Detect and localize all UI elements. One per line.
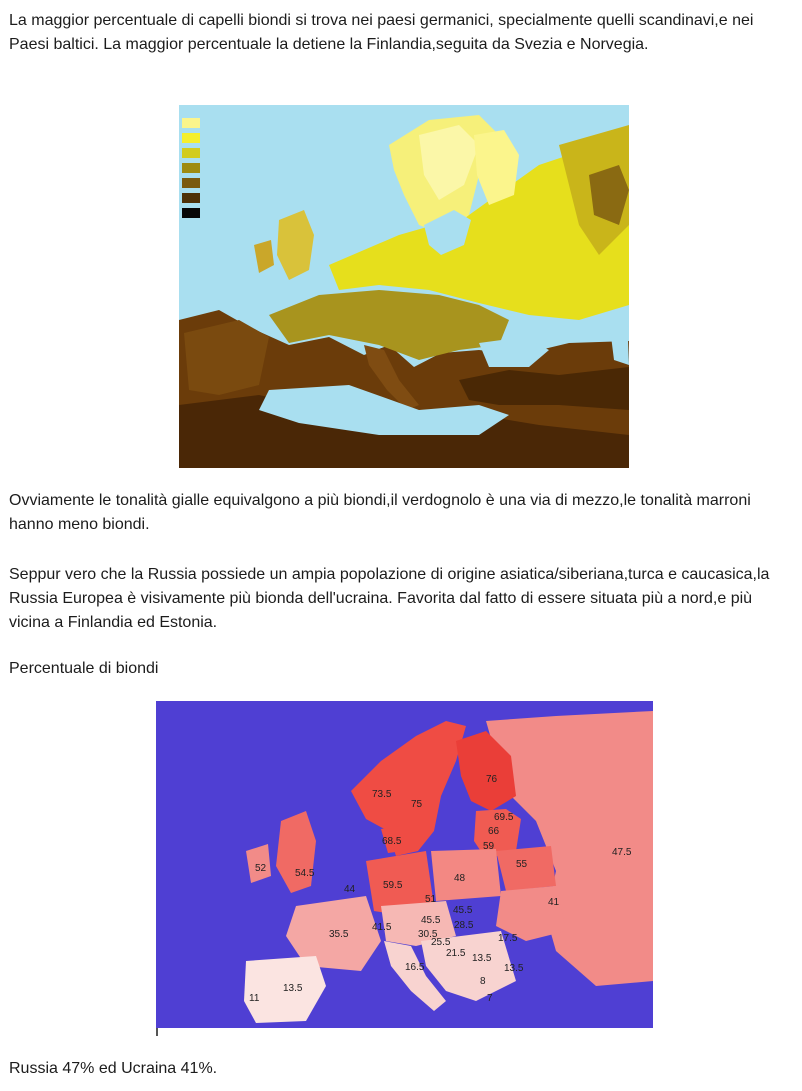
label-croatia: 25.5 xyxy=(431,937,451,948)
label-latvia: 66 xyxy=(488,826,500,837)
label-germany: 59.5 xyxy=(383,880,403,891)
explanation-paragraph: Ovviamente le tonalità gialle equivalgono a più biondi,il verdognolo è una via di mezzo,le tonalità marroni hanno meno biondi. xyxy=(9,492,751,533)
label-slovenia: 30.5 xyxy=(418,929,438,940)
legend-swatch xyxy=(182,163,200,173)
map-caption: Percentuale di biondi xyxy=(9,660,159,677)
label-romania: 17.5 xyxy=(498,933,518,944)
label-greece: 7 xyxy=(487,993,493,1004)
label-spain: 13.5 xyxy=(283,983,303,994)
label-moldova: 13.5 xyxy=(472,953,492,964)
russia-paragraph: Seppur vero che la Russia possiede un ampia popolazione di origine asiatica/siberiana,turca e caucasica,la Russia Europea è visivamente più bionda dell'ucraina. Favorita dal fatto di essere situata più a nord,e più vicina a Finlandia ed Estonia. xyxy=(9,566,770,631)
label-belarus: 55 xyxy=(516,859,528,870)
label-macedonia: 8 xyxy=(480,976,486,987)
label-russia: 47.5 xyxy=(612,847,632,858)
label-france: 35.5 xyxy=(329,929,349,940)
map-legend xyxy=(182,118,200,218)
label-ireland: 52 xyxy=(255,863,267,874)
blond-hair-europe-map xyxy=(179,105,629,468)
legend-swatch xyxy=(182,118,200,128)
legend-swatch xyxy=(182,193,200,203)
label-portugal: 11 xyxy=(249,993,260,1004)
image-edge-mark xyxy=(156,1028,158,1036)
label-serbia: 21.5 xyxy=(446,948,466,959)
label-sweden: 75 xyxy=(411,799,423,810)
label-finland: 76 xyxy=(486,774,498,785)
legend-swatch xyxy=(182,148,200,158)
label-italy: 16.5 xyxy=(405,962,425,973)
intro-paragraph: La maggior percentuale di capelli biondi si trova nei paesi germanici, specialmente quelli scandinavi,e nei Paesi baltici. La maggior percentuale la detiene la Finlandia,seguita da Svezia e Norvegia. xyxy=(9,12,754,53)
label-austria: 45.5 xyxy=(421,915,441,926)
legend-swatch xyxy=(182,208,200,218)
label-denmark: 68.5 xyxy=(382,836,402,847)
legend-swatch xyxy=(182,133,200,143)
blond-hair-map-graphic xyxy=(179,105,629,468)
label-ukraine: 41 xyxy=(548,897,560,908)
conclusion-paragraph: Russia 47% ed Ucraina 41%. xyxy=(9,1060,218,1077)
blond-percentage-map xyxy=(156,701,653,1028)
legend-swatch xyxy=(182,178,200,188)
label-poland: 48 xyxy=(454,873,466,884)
label-bulgaria: 13.5 xyxy=(504,963,524,974)
label-switzerland: 41.5 xyxy=(372,922,392,933)
label-norway: 73.5 xyxy=(372,789,392,800)
label-uk: 54.5 xyxy=(295,868,315,879)
blond-percentage-map-graphic xyxy=(156,701,653,1028)
label-lithuania: 59 xyxy=(483,841,495,852)
label-belgium: 44 xyxy=(344,884,356,895)
label-czech: 51 xyxy=(425,894,437,905)
label-slovakia: 45.5 xyxy=(453,905,473,916)
label-estonia: 69.5 xyxy=(494,812,514,823)
label-hungary: 28.5 xyxy=(454,920,474,931)
